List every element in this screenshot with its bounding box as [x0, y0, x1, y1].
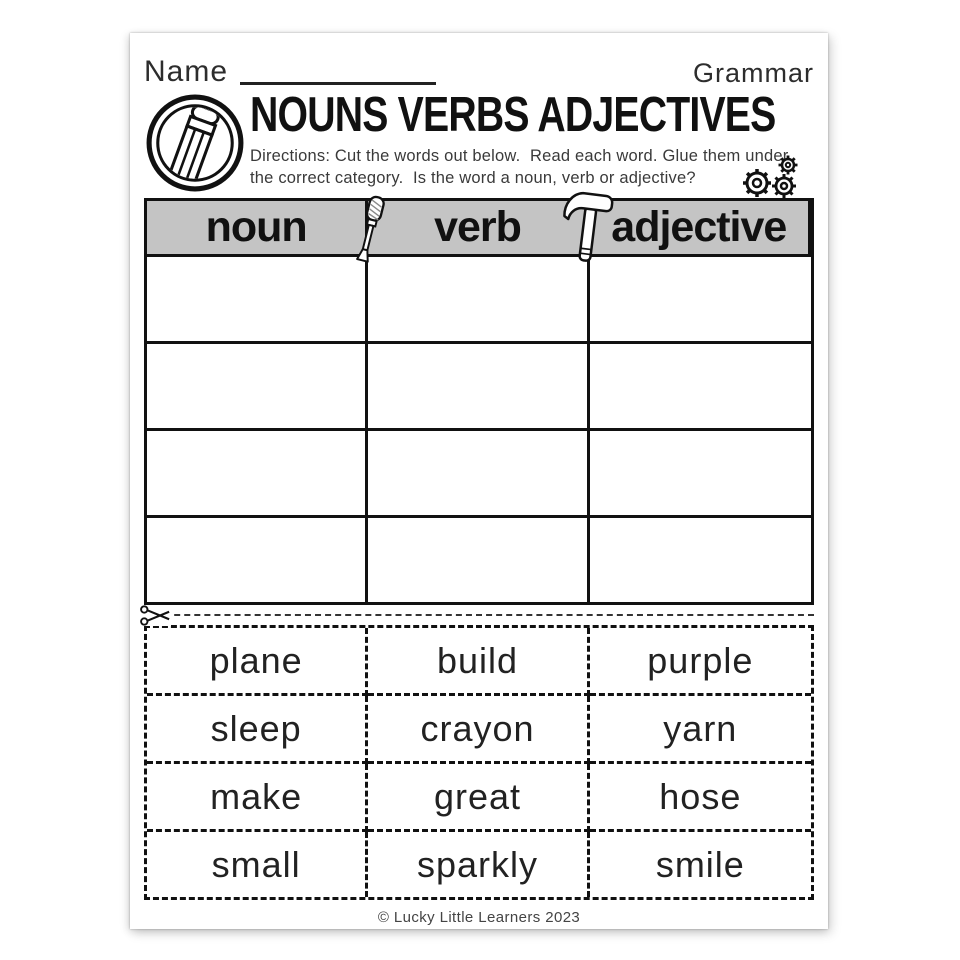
cut-line	[144, 614, 814, 616]
table-cell-empty	[368, 257, 589, 341]
table-cell-empty	[368, 518, 589, 602]
table-header-row	[147, 201, 811, 257]
pencil-icon	[144, 92, 246, 194]
table-cell-empty	[368, 344, 589, 428]
word-card	[590, 832, 811, 897]
table-cell-empty	[590, 518, 811, 602]
scissors-icon	[139, 605, 171, 626]
table-cell-empty	[590, 344, 811, 428]
sorting-table	[144, 198, 814, 605]
word-card-label: sleep	[210, 707, 302, 749]
directions-line-1: Directions: Cut the words out below. Read each word. Glue them under	[250, 147, 789, 165]
table-row	[147, 257, 811, 344]
table-cell-empty	[368, 431, 589, 515]
word-card	[368, 696, 589, 764]
table-cell-empty	[147, 344, 368, 428]
screwdriver-icon	[351, 194, 389, 266]
hammer-icon	[557, 189, 619, 269]
word-card	[368, 832, 589, 897]
word-card	[590, 764, 811, 832]
column-header-adjective: adjective	[590, 201, 811, 254]
word-card	[368, 764, 589, 832]
word-card-label: sparkly	[416, 843, 538, 885]
name-blank-line	[240, 82, 436, 85]
name-label: Name	[144, 55, 229, 88]
word-card-label: smile	[655, 843, 745, 885]
title-block	[144, 89, 814, 194]
word-card	[590, 696, 811, 764]
word-card-label: small	[211, 843, 301, 885]
word-card	[147, 696, 368, 764]
word-card-label: purple	[647, 639, 754, 681]
word-card	[147, 628, 368, 696]
name-row	[144, 43, 814, 87]
table-cell-empty	[147, 431, 368, 515]
word-card	[590, 628, 811, 696]
directions	[250, 145, 907, 189]
word-card-label: hose	[659, 775, 742, 817]
word-card-label: make	[210, 775, 303, 817]
worksheet-page	[130, 33, 828, 929]
table-cell-empty	[590, 431, 811, 515]
word-card-grid	[144, 625, 814, 900]
table-cell-empty	[590, 257, 811, 341]
table-row	[147, 344, 811, 431]
directions-line-2: the correct category. Is the word a noun, verb or adjective?	[250, 169, 696, 187]
gears-icon	[740, 154, 806, 200]
title-column	[250, 89, 907, 194]
word-card-label: build	[436, 639, 519, 681]
subject-label: Grammar	[693, 58, 814, 88]
word-card-label: crayon	[420, 707, 535, 749]
column-header-noun: noun	[147, 201, 368, 254]
word-card-label: great	[433, 775, 522, 817]
word-card-label: yarn	[663, 707, 738, 749]
table-row	[147, 431, 811, 518]
copyright-credit: © Lucky Little Learners 2023	[377, 909, 581, 926]
word-card-label: plane	[209, 639, 303, 681]
word-card	[368, 628, 589, 696]
table-row	[147, 518, 811, 602]
word-card	[147, 764, 368, 832]
page-title: NOUNS VERBS ADJECTIVES	[250, 88, 776, 142]
table-cell-empty	[147, 518, 368, 602]
table-cell-empty	[147, 257, 368, 341]
column-header-verb: verb	[368, 201, 589, 254]
word-card	[147, 832, 368, 897]
